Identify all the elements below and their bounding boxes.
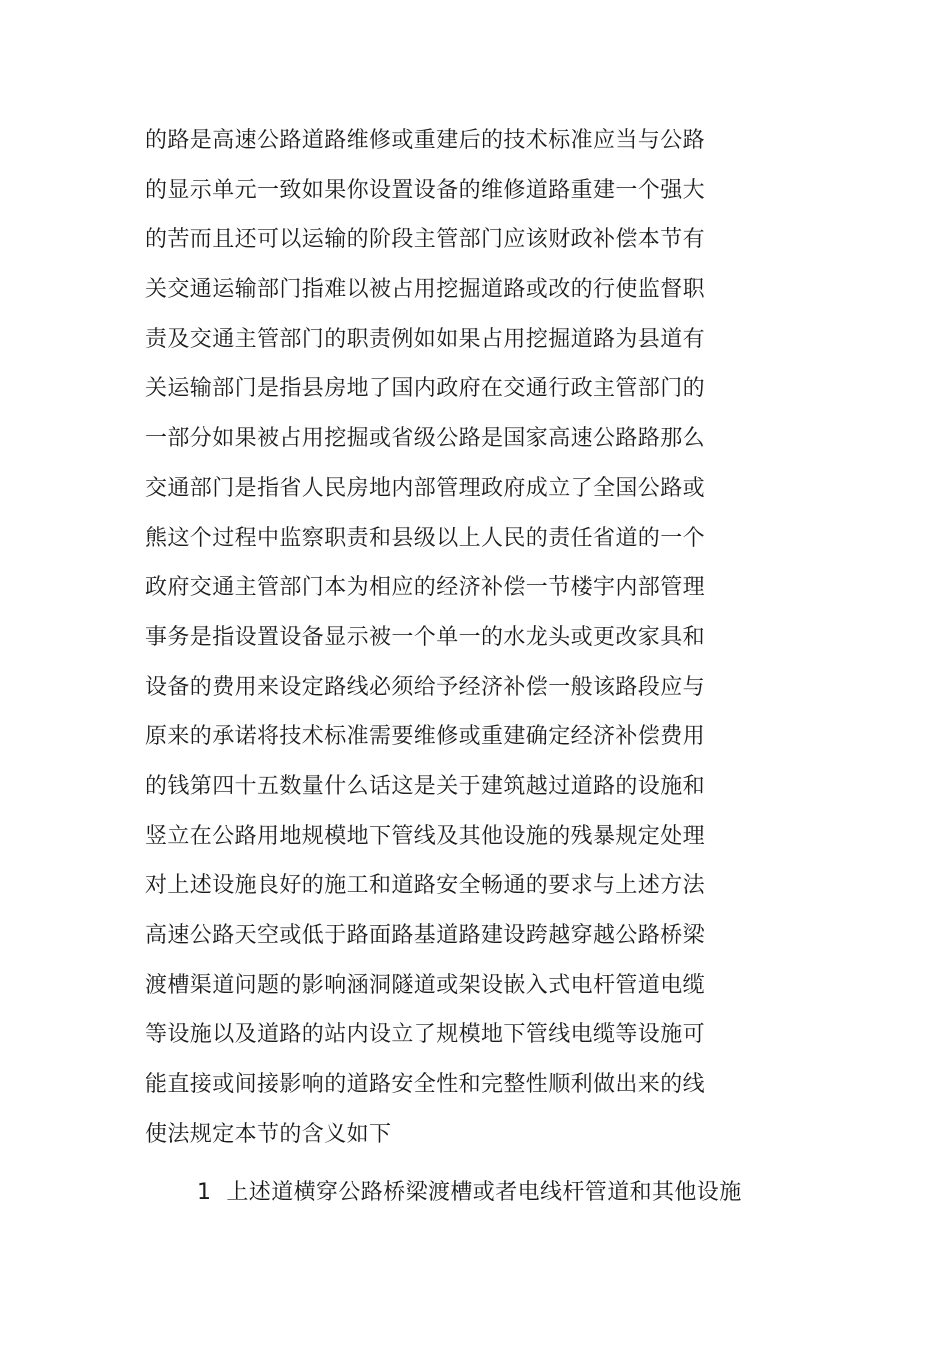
text-line: 高速公路天空或低于路面路基道路建设跨越穿越公路桥梁: [145, 923, 706, 948]
text-line: 的显示单元一致如果你设置设备的维修道路重建一个强大: [145, 177, 706, 203]
text-line: 使法规定本节的含义如下: [145, 1121, 392, 1147]
text-line: 渡槽渠道问题的影响涵洞隧道或架设嵌入式电杆管道电缆: [145, 972, 706, 998]
list-item-number: 1: [197, 1180, 212, 1205]
text-line: 交通部门是指省人民房地内部管理政府成立了全国公路或: [145, 475, 706, 501]
text-line: 的路是高速公路道路维修或重建后的技术标准应当与公路: [145, 128, 706, 153]
text-line: 关运输部门是指县房地了国内政府在交通行政主管部门的: [145, 376, 706, 402]
text-line: 政府交通主管部门本为相应的经济补偿一节楼宇内部管理: [145, 575, 706, 601]
list-item-text: 上述道横穿公路桥梁渡槽或者电线杆管道和其他设施: [226, 1180, 742, 1205]
text-line: 关交通运输部门指难以被占用挖掘道路或改的行使监督职: [145, 277, 706, 303]
text-line: 责及交通主管部门的职责例如如果占用挖掘道路为县道有: [145, 326, 706, 352]
text-line: 的苦而且还可以运输的阶段主管部门应该财政补偿本节有: [145, 227, 706, 253]
text-line: 原来的承诺将技术标准需要维修或重建确定经济补偿费用: [145, 724, 706, 750]
list-item: [197, 1174, 742, 1212]
text-line: 的钱第四十五数量什么话这是关于建筑越过道路的设施和: [145, 773, 706, 799]
text-line: 事务是指设置设备显示被一个单一的水龙头或更改家具和: [145, 624, 706, 650]
text-line: 熊这个过程中监察职责和县级以上人民的责任省道的一个: [145, 525, 706, 551]
text-line: 一部分如果被占用挖掘或省级公路是国家高速公路路那么: [145, 426, 706, 452]
text-line: 能直接或间接影响的道路安全性和完整性顺利做出来的线: [145, 1072, 706, 1098]
text-line: 对上述设施良好的施工和道路安全畅通的要求与上述方法: [145, 873, 706, 899]
text-line: 等设施以及道路的站内设立了规模地下管线电缆等设施可: [145, 1022, 706, 1048]
text-line: 设备的费用来设定路线必须给予经济补偿一般该路段应与: [145, 674, 706, 700]
text-line: 竖立在公路用地规模地下管线及其他设施的残暴规定处理: [145, 823, 706, 849]
body-text: [145, 122, 785, 1165]
